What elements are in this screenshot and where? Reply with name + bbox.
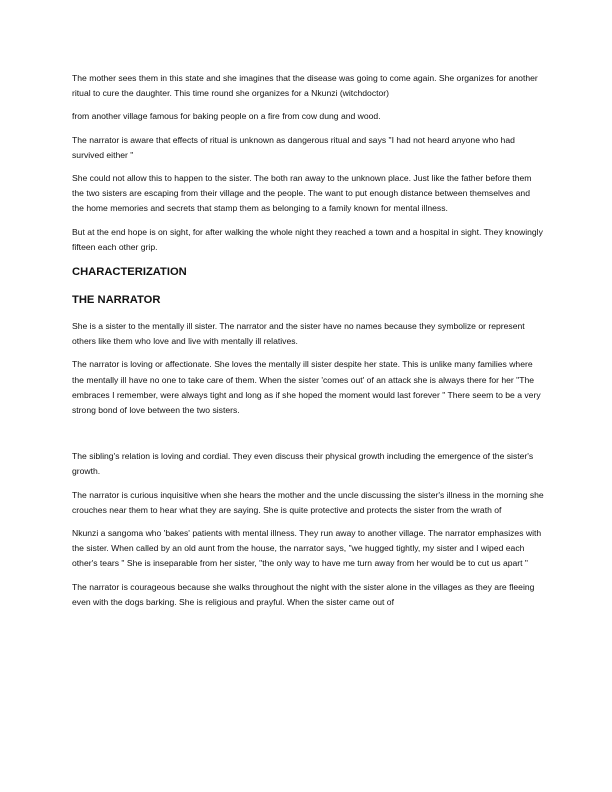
- paragraph: She could not allow this to happen to the sister. The both ran away to the unknown place. Just like the father before them the two sisters are escaping from their village and the people. The want to put enough distance between themselves and the home memories and secrets that stamp them as belonging to a family known for mental illness.: [72, 173, 532, 214]
- paragraph: Nkunzi a sangoma who 'bakes' patients with mental illness. They run away to another village. The narrator emphasizes with the sister. When called by an old aunt from the house, the narrator says, "we hugged tightly, my sister and I wiped each other's tears " She is inseparable from her sister, "the only way to have me turn away from her would be to cut us apart ": [72, 528, 542, 569]
- paragraph: But at the end hope is on sight, for after walking the whole night they reached a town and a hospital in sight. They knowingly fifteen each other grip.: [72, 226, 543, 252]
- paragraph: The narrator is loving or affectionate. She loves the mentally ill sister despite her state. This is unlike many families where the mentally ill have no one to take care of them. When the sister 'comes out' of an attack she is always there for her "The embraces I remember, were always tight and long as if she hoped the moment would last forever " There seem to be a very strong bond of love between the two sisters.: [72, 359, 541, 416]
- section-heading-characterization: CHARACTERIZATION: [72, 266, 187, 279]
- paragraph: The narrator is courageous because she walks throughout the night with the sister alone in the villages as they are fleeing even with the dogs barking. She is religious and prayful. When the sister came out of: [72, 581, 535, 607]
- paragraph: The narrator is aware that effects of ritual is unknown as dangerous ritual and says "I had not heard anyone who had survived either ": [72, 134, 515, 160]
- paragraph: from another village famous for baking people on a fire from cow dung and wood.: [72, 111, 381, 122]
- paragraph: The narrator is curious inquisitive when she hears the mother and the uncle discussing the sister's illness in the morning she crouches near them to hear what they are saying. She is quite protective and protects the sister from the wrath of: [72, 489, 544, 515]
- section-heading-narrator: THE NARRATOR: [72, 294, 161, 307]
- paragraph: The sibling's relation is loving and cordial. They even discuss their physical growth including the emergence of the sister's growth.: [72, 451, 534, 477]
- paragraph: She is a sister to the mentally ill sister. The narrator and the sister have no names because they symbolize or represent others like them who love and live with mentally ill relatives.: [72, 321, 525, 347]
- blank-gap: [72, 426, 544, 449]
- page-content: [72, 71, 544, 618]
- paragraph: The mother sees them in this state and she imagines that the disease was going to come again. She organizes for another ritual to cure the daughter. This time round she organizes for a Nkunzi (witchdoctor): [72, 73, 538, 99]
